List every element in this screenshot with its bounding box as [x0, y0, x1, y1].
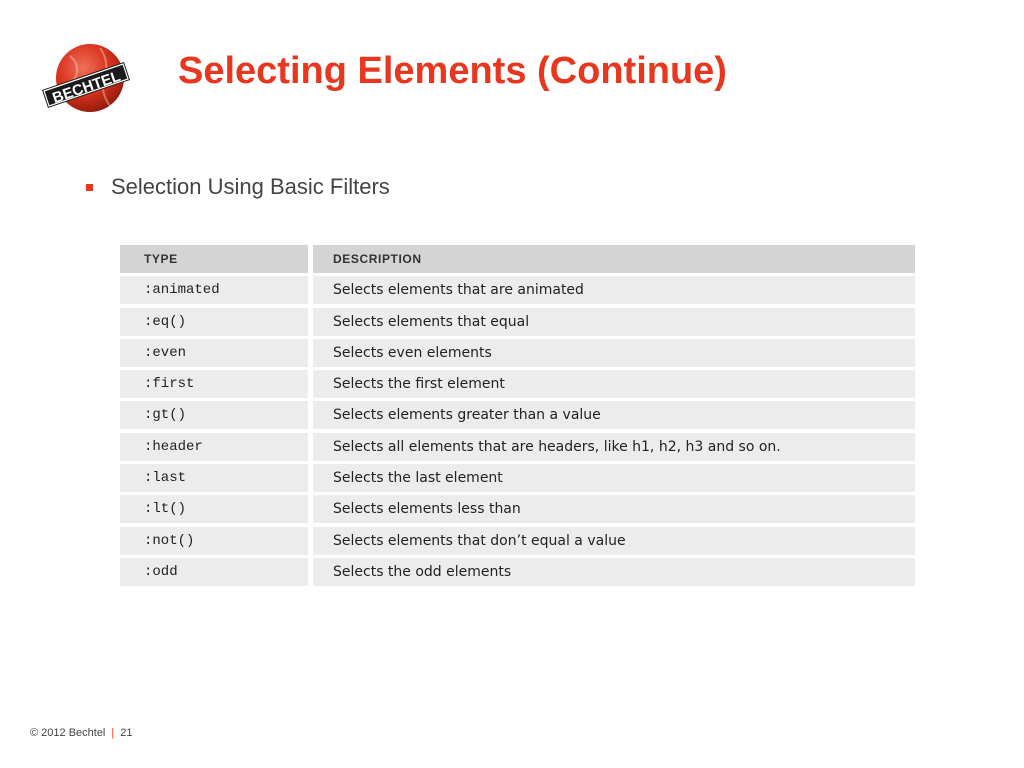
description-cell: Selects the first element	[313, 370, 915, 398]
table-header-row	[120, 245, 915, 273]
type-cell: :header	[120, 433, 308, 461]
type-cell: :lt()	[120, 495, 308, 523]
header-description: DESCRIPTION	[313, 245, 915, 273]
table-row	[120, 276, 915, 304]
type-cell: :even	[120, 339, 308, 367]
description-cell: Selects even elements	[313, 339, 915, 367]
page-title: Selecting Elements (Continue)	[178, 50, 727, 92]
description-cell: Selects elements that equal	[313, 308, 915, 336]
table-row	[120, 527, 915, 555]
description-cell: Selects the odd elements	[313, 558, 915, 586]
header-type: TYPE	[120, 245, 308, 273]
bullet-item	[86, 174, 390, 200]
table-row	[120, 464, 915, 492]
description-cell: Selects elements that don’t equal a value	[313, 527, 915, 555]
copyright-text: © 2012 Bechtel	[30, 727, 106, 739]
logo-wordmark: BECHTEL	[50, 67, 123, 107]
footer	[30, 727, 133, 739]
table-row	[120, 495, 915, 523]
square-bullet-icon	[86, 184, 93, 191]
description-cell: Selects elements greater than a value	[313, 401, 915, 429]
description-cell: Selects elements less than	[313, 495, 915, 523]
type-cell: :not()	[120, 527, 308, 555]
description-cell: Selects the last element	[313, 464, 915, 492]
filters-table	[120, 245, 915, 589]
type-cell: :odd	[120, 558, 308, 586]
bechtel-logo	[40, 40, 132, 116]
type-cell: :last	[120, 464, 308, 492]
table-row	[120, 558, 915, 586]
table-row	[120, 401, 915, 429]
type-cell: :first	[120, 370, 308, 398]
description-cell: Selects elements that are animated	[313, 276, 915, 304]
table-row	[120, 370, 915, 398]
type-cell: :animated	[120, 276, 308, 304]
type-cell: :gt()	[120, 401, 308, 429]
table-row	[120, 308, 915, 336]
description-cell: Selects all elements that are headers, like h1, h2, h3 and so on.	[313, 433, 915, 461]
table-row	[120, 339, 915, 367]
table-row	[120, 433, 915, 461]
type-cell: :eq()	[120, 308, 308, 336]
footer-separator: |	[111, 727, 115, 739]
page-number: 21	[120, 727, 133, 739]
bullet-text: Selection Using Basic Filters	[111, 174, 390, 199]
